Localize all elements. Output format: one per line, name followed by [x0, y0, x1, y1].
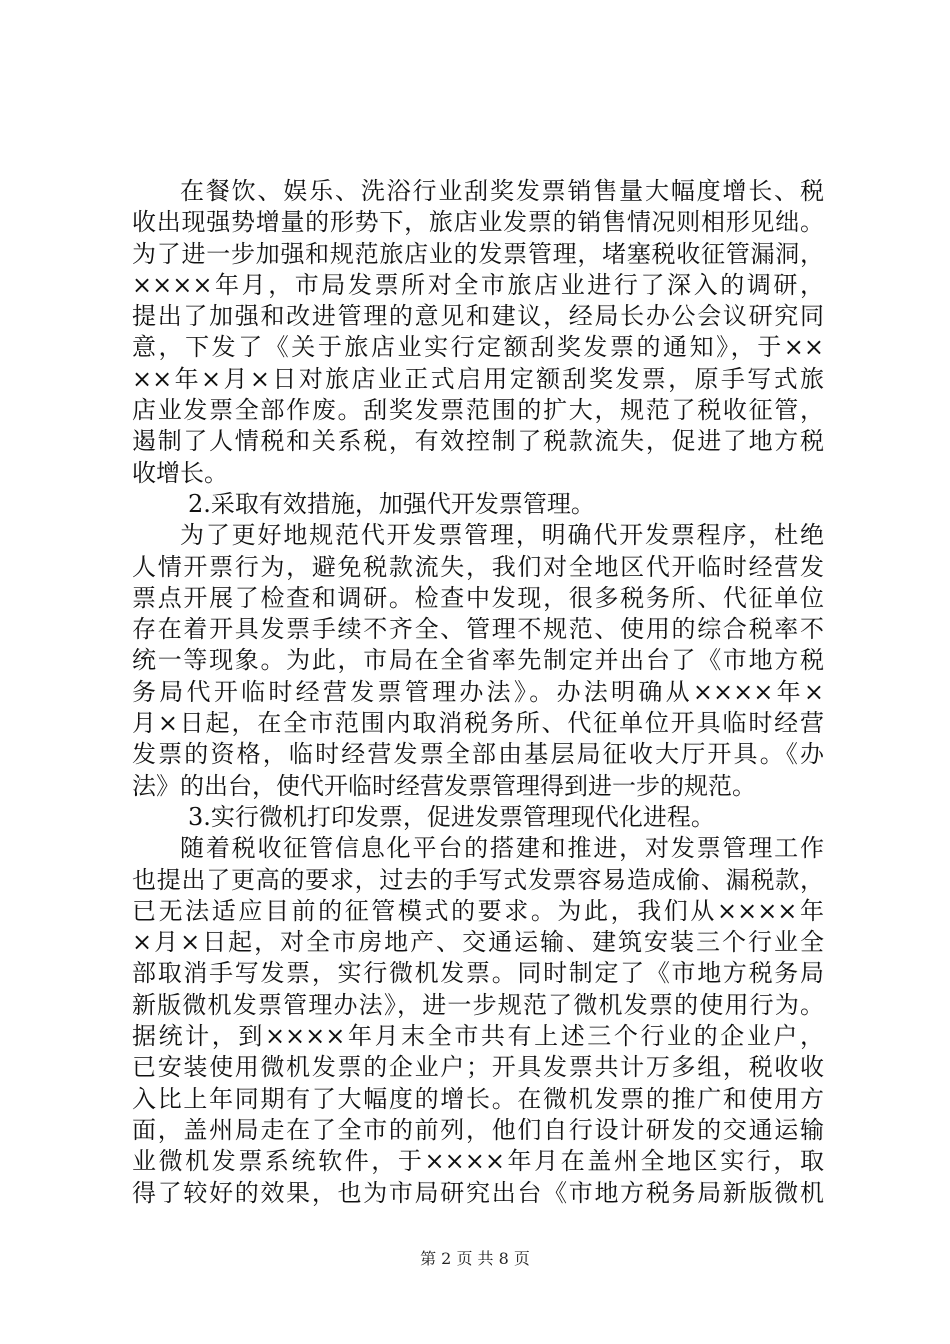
text-line: 入比上年同期有了大幅度的增长。在微机发票的推广和使用方: [132, 1084, 824, 1113]
text-line: 收增长。: [132, 458, 228, 487]
page-footer: 第 2 页 共 8 页: [420, 1249, 530, 1268]
text-line: 月×日起，在全市范围内取消税务所、代征单位开具临时经营: [132, 709, 824, 738]
text-line: 收出现强势增量的形势下，旅店业发票的销售情况则相形见绌。: [132, 208, 824, 237]
text-line: 随着税收征管信息化平台的搭建和推进，对发票管理工作: [180, 834, 824, 863]
text-line: ×月×日起，对全市房地产、交通运输、建筑安装三个行业全: [132, 928, 824, 957]
body-text: [132, 176, 824, 1209]
text-line: 在餐饮、娱乐、洗浴行业刮奖发票销售量大幅度增长、税: [180, 177, 824, 205]
text-line: 新版微机发票管理办法》，进一步规范了微机发票的使用行为。: [132, 990, 824, 1019]
text-line: 务局代开临时经营发票管理办法》。办法明确从××××年×: [132, 677, 824, 706]
text-line: 发票的资格，临时经营发票全部由基层局征收大厅开具。《办: [132, 740, 824, 769]
text-line: 提出了加强和改进管理的意见和建议，经局长办公会议研究同: [132, 302, 824, 331]
text-line: 部取消手写发票，实行微机发票。同时制定了《市地方税务局: [132, 959, 824, 988]
text-line: 已安装使用微机发票的企业户；开具发票共计万多组，税收收: [132, 1053, 824, 1082]
text-line: 3.实行微机打印发票，促进发票管理现代化进程。: [188, 802, 715, 831]
text-line: 意，下发了《关于旅店业实行定额刮奖发票的通知》，于××: [132, 333, 824, 362]
text-line: 存在着开具发票手续不齐全、管理不规范、使用的综合税率不: [132, 615, 824, 644]
text-line: 2.采取有效措施，加强代开发票管理。: [188, 489, 595, 518]
text-line: 为了更好地规范代开发票管理，明确代开发票程序，杜绝: [180, 521, 824, 550]
text-line: 业微机发票系统软件，于××××年月在盖州全地区实行，取: [132, 1147, 824, 1176]
text-line: 统一等现象。为此，市局在全省率先制定并出台了《市地方税: [132, 646, 824, 675]
text-line: ××年×月×日对旅店业正式启用定额刮奖发票，原手写式旅: [132, 364, 824, 393]
text-line: 面，盖州局走在了全市的前列，他们自行设计研发的交通运输: [132, 1115, 824, 1144]
text-line: 据统计，到××××年月末全市共有上述三个行业的企业户，: [132, 1022, 824, 1051]
text-line: 遏制了人情税和关系税，有效控制了税款流失，促进了地方税: [132, 427, 824, 456]
text-line: 店业发票全部作废。刮奖发票范围的扩大，规范了税收征管，: [132, 396, 824, 425]
text-line: 也提出了更高的要求，过去的手写式发票容易造成偷、漏税款，: [132, 865, 824, 894]
text-line: 票点开展了检查和调研。检查中发现，很多税务所、代征单位: [132, 583, 824, 612]
text-line: 为了进一步加强和规范旅店业的发票管理，堵塞税收征管漏洞，: [132, 239, 824, 268]
text-line: 得了较好的效果，也为市局研究出台《市地方税务局新版微机: [132, 1178, 824, 1207]
text-line: ××××年月，市局发票所对全市旅店业进行了深入的调研，: [132, 270, 824, 299]
text-line: 法》的出台，使代开临时经营发票管理得到进一步的规范。: [132, 771, 756, 800]
text-line: 人情开票行为，避免税款流失，我们对全地区代开临时经营发: [132, 552, 824, 581]
text-line: 已无法适应目前的征管模式的要求。为此，我们从××××年: [132, 896, 824, 925]
